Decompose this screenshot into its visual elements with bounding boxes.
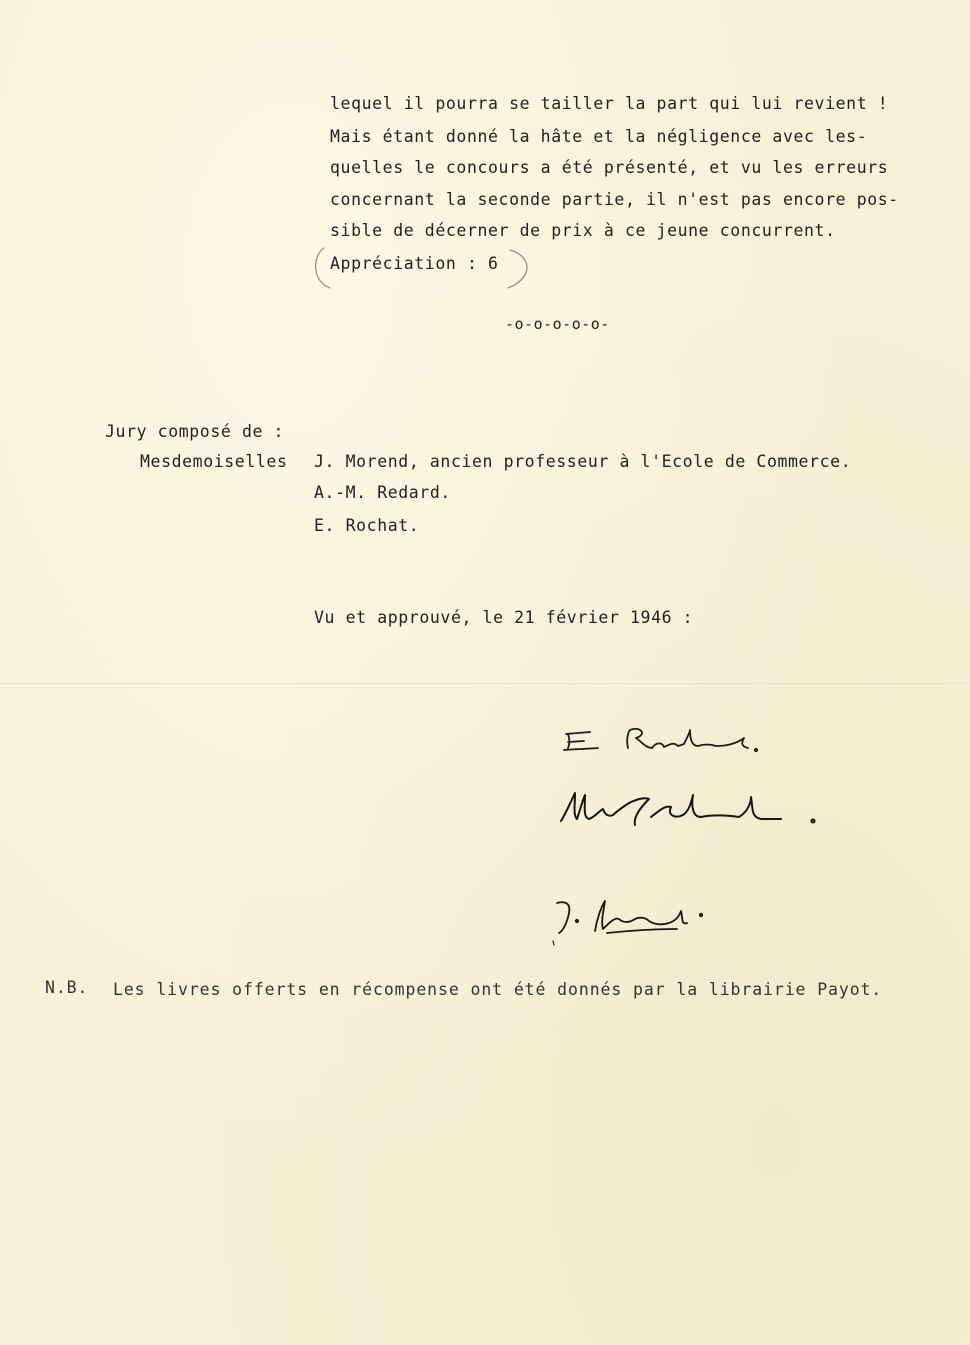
jury-prefix: Mesdemoiselles [140, 452, 288, 471]
note-text: Les livres offerts en récompense ont été donnés par la librairie Payot. [113, 980, 883, 999]
jury-member: J. Morend, ancien professeur à l'Ecole de Commerce. [314, 452, 852, 471]
jury-member: E. Rochat. [314, 516, 420, 535]
paragraph-line: lequel il pourra se tailler la part qui lui revient ! [330, 94, 889, 113]
approval-statement: Vu et approuvé, le 21 février 1946 : [314, 608, 694, 627]
paper-fold-line [0, 683, 970, 685]
jury-member: A.-M. Redard. [314, 483, 451, 502]
signature-morend [545, 893, 715, 945]
appreciation-score: Appréciation : 6 [330, 254, 499, 273]
section-separator: -o-o-o-o-o- [505, 315, 610, 333]
jury-heading: Jury composé de : [105, 422, 285, 441]
paragraph-line: Mais étant donné la hâte et la négligence avec les- [330, 127, 868, 146]
signature-rochat [560, 722, 770, 762]
paragraph-line: concernant la seconde partie, il n'est pas encore pos- [330, 190, 899, 209]
paragraph-line: quelles le concours a été présenté, et vu les erreurs [330, 158, 889, 177]
paragraph-line: sible de décerner de prix à ce jeune concurrent. [330, 221, 836, 240]
note-label: N.B. [45, 978, 89, 997]
signature-redard [555, 785, 825, 835]
